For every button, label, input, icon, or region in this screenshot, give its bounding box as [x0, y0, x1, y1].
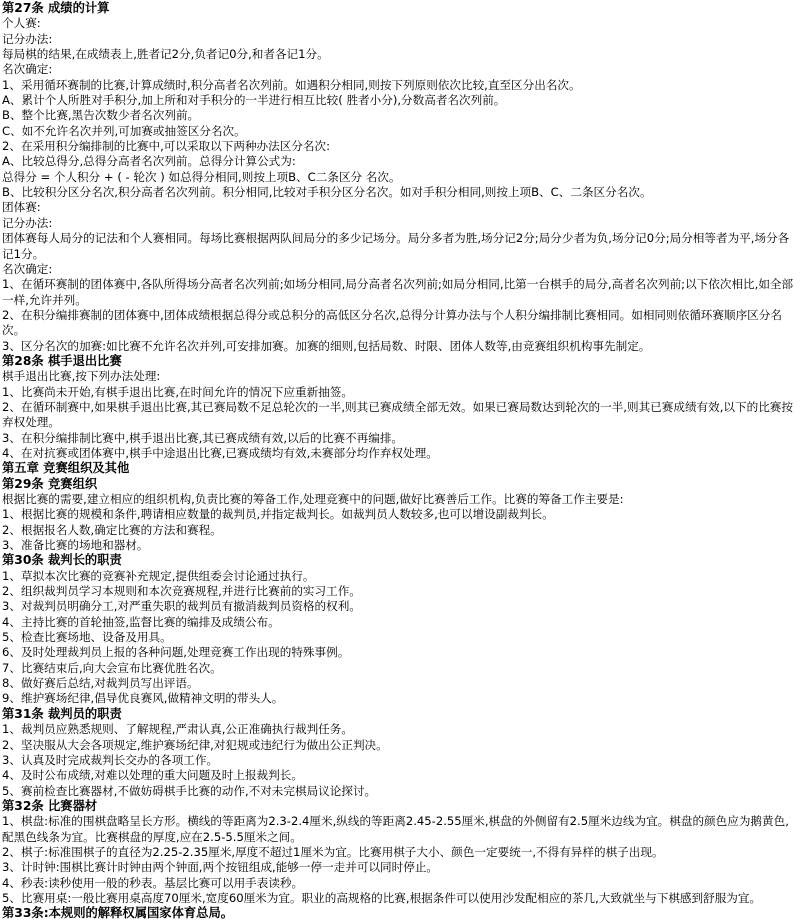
text-line: 3、认真及时完成裁判长交办的各项工作。 — [2, 752, 219, 767]
text-line: 团体赛每人局分的记法和个人赛相同。每场比赛根据两队间局分的多少记场分。局分多者为胜,场分记2分;局分少者为负,场分记0分;局分相等者为平,场分各记1分。 — [2, 231, 790, 261]
text-line: 7、比赛结束后,向大会宣布比赛优胜名次。 — [2, 660, 222, 675]
text-line: 3、准备比赛的场地和器材。 — [2, 538, 149, 553]
section-heading: 第27条 成绩的计算 — [2, 1, 110, 15]
text-line: 记分办法: — [2, 215, 53, 230]
text-line: A、比较总得分,总得分高者名次列前。总得分计算公式为: — [2, 154, 296, 169]
text-line: 4、秒表:读秒使用一般的秒表。基层比赛可以用手表读秒。 — [2, 875, 304, 890]
section-heading: 第29条 竞赛组织 — [2, 476, 98, 491]
text-line: 2、在积分编排赛制的团体赛中,团体成绩根据总得分或总积分的高低区分名次,总得分计算办法与个人积分编排制比赛相同。如相同则依循环赛顺序区分名次。 — [2, 307, 782, 338]
section-heading: 第33条:本规则的解释权属国家体育总局。 — [2, 906, 234, 921]
text-line: 5、检查比赛场地、设备及用具。 — [2, 630, 172, 645]
section-heading: 第五章 竞赛组织及其他 — [2, 461, 130, 476]
section-heading: 第28条 棋手退出比赛 — [2, 353, 122, 368]
text-line: 5、赛前检查比赛器材,不做妨碍棋手比赛的动作,不对未完棋局议论探讨。 — [2, 783, 377, 798]
text-line: 8、做好赛后总结,对裁判员写出评语。 — [2, 676, 199, 691]
text-line: 2、组织裁判员学习本规则和本次竞赛规程,并进行比赛前的实习工作。 — [2, 584, 361, 599]
text-line: A、累计个人所胜对手积分,加上所和对手积分的一半进行相互比较( 胜者小分),分数高者名次列前。 — [2, 93, 506, 108]
text-line: B、比较积分区分名次,积分高者名次列前。积分相同,比较对手积分区分名次。如对手积分相同,则按上项B、C、二条区分名次。 — [2, 185, 652, 200]
text-line: 根据比赛的需要,建立相应的组织机构,负责比赛的筹备工作,处理竞赛中的问题,做好比赛善后工作。比赛的筹备工作主要是: — [2, 492, 624, 506]
text-line: 1、在循环赛制的团体赛中,各队所得场分高者名次列前;如场分相同,局分高者名次列前;如局分相同,比第一台棋手的局分,高者名次列前;以下依次相比,如全部一样,允许并列。 — [2, 277, 794, 307]
text-line: 每局棋的结果,在成绩表上,胜者记2分,负者记0分,和者各记1分。 — [2, 47, 329, 62]
text-line: 1、裁判员应熟悉规则、了解规程,严肃认真,公正准确执行裁判任务。 — [2, 722, 353, 737]
text-line: 名次确定: — [2, 62, 53, 77]
text-line: 2、棋子:标准围棋子的直径为2.25-2.35厘米,厚度不超过1厘米为宜。比赛用棋子大小、颜色一定要统一,不得有异样的棋子出现。 — [2, 844, 664, 859]
text-line: 棋手退出比赛,按下列办法处理: — [2, 369, 161, 384]
text-line: 团体赛: — [2, 200, 41, 215]
text-line: 1、比赛尚未开始,有棋手退出比赛,在时间允许的情况下应重新抽签。 — [2, 384, 353, 399]
text-line: 1、草拟本次比赛的竞赛补充规定,提供组委会讨论通过执行。 — [2, 568, 315, 583]
text-line: 2、在采用积分编排制的比赛中,可以采取以下两种办法区分名次: — [2, 139, 331, 154]
text-line: 个人赛: — [2, 16, 41, 31]
text-line: 2、根据报名人数,确定比赛的方法和赛程。 — [2, 522, 222, 537]
text-line: 1、棋盘:标准的围棋盘略呈长方形。横线的等距离为2.3-2.4厘米,纵线的等距离2.45-2.55厘米,棋盘的外侧留有2.5厘米边线为宜。棋盘的颜色应为鹅黄色,配黑色线条为宜。比赛棋盘的厚度,应在2.5-5.5厘米之间。 — [2, 814, 789, 844]
text-line: 5、比赛用桌:一般比赛用桌高度70厘米,宽度60厘米为宜。职业的高规格的比赛,根据条件可以使用沙发配相应的茶几,大致就坐与下棋感到舒服为宜。 — [2, 890, 762, 905]
text-line: C、如不允许名次并列,可加赛或抽签区分名次。 — [2, 123, 246, 138]
text-line: 2、在循环制赛中,如果棋手退出比赛,其已赛局数不足总轮次的一半,则其已赛成绩全部无效。如果已赛局数达到轮次的一半,则其已赛成绩有效,以下的比赛按弃权处理。 — [2, 399, 793, 430]
text-line: 4、及时公布成绩,对难以处理的重大问题及时上报裁判长。 — [2, 768, 303, 783]
text-line: 4、在对抗赛或团体赛中,棋手中途退出比赛,已赛成绩均有效,未赛部分均作弃权处理。 — [2, 445, 438, 460]
text-line: 3、对裁判员明确分工,对严重失职的裁判员有撤消裁判员资格的权利。 — [2, 599, 361, 614]
text-line: 4、主持比赛的首轮抽签,监督比赛的编排及成绩公布。 — [2, 614, 280, 629]
section-heading: 第30条 裁判长的职责 — [2, 553, 122, 568]
text-line: 1、根据比赛的规模和条件,聘请相应数量的裁判员,并指定裁判长。如裁判员人数较多,也可以增设副裁判长。 — [2, 507, 554, 522]
text-line: 2、坚决服从大会各项规定,维护赛场纪律,对犯规或违纪行为做出公正判决。 — [2, 737, 388, 752]
section-heading: 第31条 裁判员的职责 — [2, 706, 122, 721]
text-line: 3、计时钟:围棋比赛计时钟由两个钟面,两个按钮组成,能够一停一走并可以同时停止。 — [2, 860, 439, 875]
text-line: 3、区分名次的加赛:如比赛不允许名次并列,可安排加赛。加赛的细则,包括局数、时限、团体人数等,由竞赛组织机构事先制定。 — [2, 338, 651, 353]
text-line: B、整个比赛,黑告次数少者名次列前。 — [2, 108, 200, 123]
text-line: 名次确定: — [2, 261, 53, 276]
text-line: 1、采用循环赛制的比赛,计算成绩时,积分高者名次列前。如遇积分相同,则按下列原则依次比较,直至区分出名次。 — [2, 77, 581, 92]
text-line: 总得分 = 个人积分 + ( - 轮次 ) 如总得分相同,则按上项B、C二条区分 名次。 — [2, 169, 401, 184]
text-line: 记分办法: — [2, 31, 53, 46]
text-line: 9、维护赛场纪律,倡导优良赛风,做精神文明的带头人。 — [2, 691, 284, 706]
text-line: 3、在积分编排制比赛中,棋手退出比赛,其已赛成绩有效,以后的比赛不再编排。 — [2, 430, 404, 445]
section-heading: 第32条 比赛器材 — [2, 798, 98, 813]
text-line: 6、及时处理裁判员上报的各种问题,处理竞赛工作出现的特殊事例。 — [2, 645, 350, 660]
